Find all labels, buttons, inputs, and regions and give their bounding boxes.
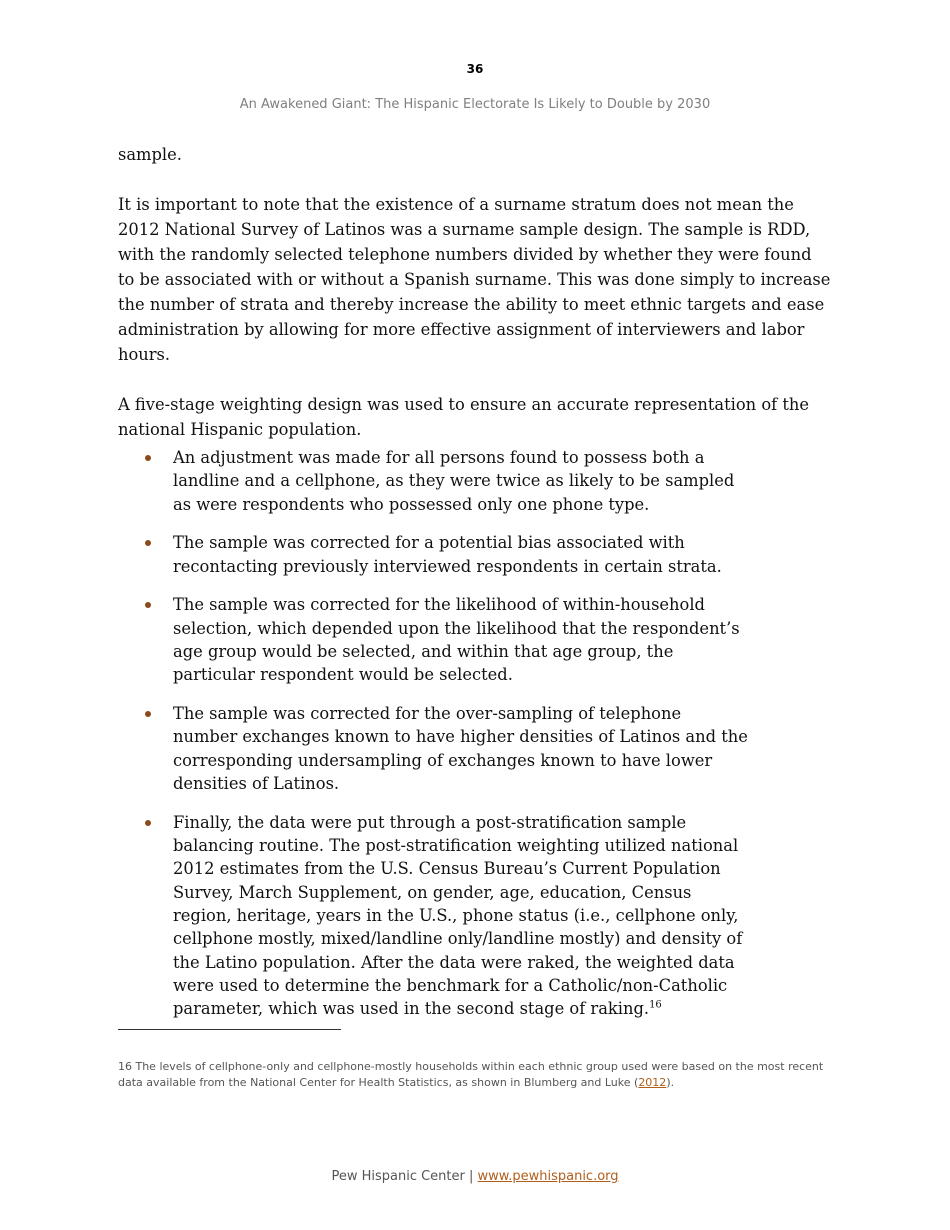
list-item-text: Finally, the data were put through a post-stratification sample balancing routine. The post-stratification weighting utilized national 2012 estimates from the U.S. Census Bureau’s Current Population Survey, March Supplement, on gender, age, education, Census region, heritage, years in the U.S., phone status (i.e., cellphone only, cellphone mostly, mixed/landline only/landline mostly) and density of the Latino population. After the data were raked, the weighted data were used to determine the benchmark for a Catholic/non-Catholic parameter, which was used in the second stage of raking.: [173, 812, 743, 1019]
list-item-text: An adjustment was made for all persons found to possess both a landline and a cellphone, as they were twice as likely to be sampled as were respondents who possessed only one phone type.: [173, 448, 735, 514]
footer-website-link[interactable]: www.pewhispanic.org: [477, 1169, 619, 1184]
page-footer: [0, 1169, 950, 1184]
list-item: [145, 531, 750, 578]
footnote-citation-link[interactable]: 2012: [638, 1076, 667, 1089]
bullet-icon: [145, 711, 151, 717]
footnote-text: 16 The levels of cellphone-only and cellphone-mostly households within each ethnic group used were based on the most recent data available from the National Center for Health Statistics, as shown in Blumberg and Luke (: [118, 1060, 824, 1089]
list-item: [145, 593, 750, 686]
bullet-icon: [145, 602, 151, 608]
footer-org-name: Pew Hispanic Center |: [331, 1169, 474, 1184]
main-content: [118, 142, 833, 467]
footnote-divider: [118, 1029, 341, 1030]
paragraph-weighting-design: A five-stage weighting design was used to ensure an accurate representation of the national Hispanic population.: [118, 395, 810, 439]
footnote-reference-16[interactable]: 16: [649, 999, 662, 1011]
bullet-icon: [145, 540, 151, 546]
page-number: 36: [466, 62, 484, 76]
list-item-text: The sample was corrected for the likelihood of within-household selection, which depended upon the likelihood that the respondent’s age group would be selected, and within that age group, the particular respondent would be selected.: [173, 595, 740, 685]
bullet-icon: [145, 455, 151, 461]
bullet-icon: [145, 820, 151, 826]
running-header-title: An Awakened Giant: The Hispanic Electorate Is Likely to Double by 2030: [239, 97, 711, 112]
continuation-text: sample.: [118, 145, 182, 164]
weighting-steps-list: [145, 446, 750, 1036]
list-item-text: The sample was corrected for a potential bias associated with recontacting previously interviewed respondents in certain strata.: [173, 533, 722, 576]
list-item-text: The sample was corrected for the over-sampling of telephone number exchanges known to have higher densities of Latinos and the corresponding undersampling of exchanges known to have lower densities of Latinos.: [173, 704, 748, 794]
footnote-16: [118, 1059, 833, 1091]
footnote-closing: ).: [666, 1076, 675, 1089]
paragraph-surname-stratum: It is important to note that the existence of a surname stratum does not mean the 2012 National Survey of Latinos was a surname sample design. The sample is RDD, with the randomly selected telephone numbers divided by whether they were found to be associated with or without a Spanish surname. This was done simply to increase the number of strata and thereby increase the ability to meet ethnic targets and ease administration by allowing for more effective assignment of interviewers and labor hours.: [118, 195, 831, 364]
list-item: [145, 811, 750, 1021]
list-item: [145, 702, 750, 795]
list-item: [145, 446, 750, 516]
